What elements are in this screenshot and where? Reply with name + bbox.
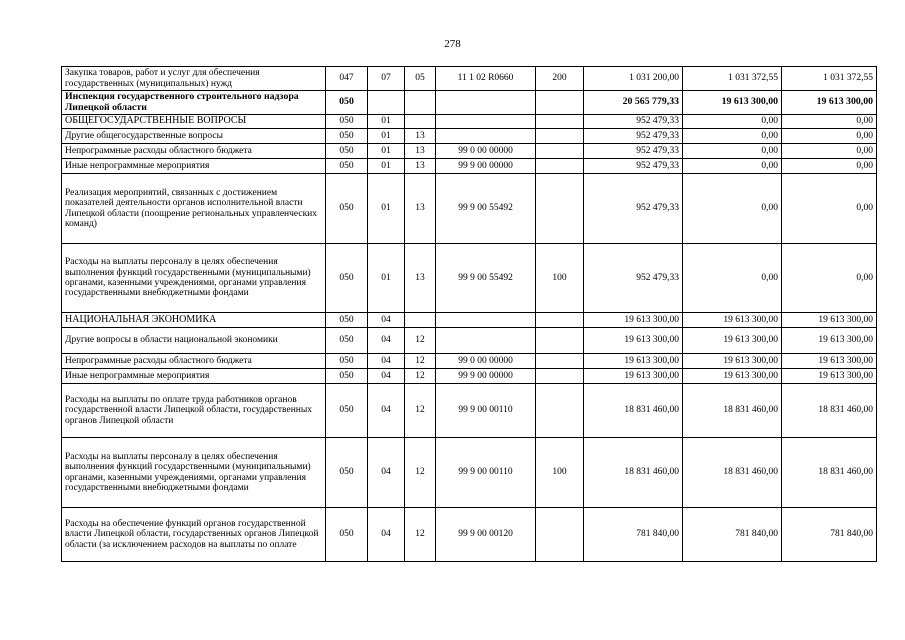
budget-table-body (62, 67, 877, 562)
amount-year1-cell: 1 031 200,00 (584, 67, 683, 91)
section-code-cell: 04 (368, 508, 405, 562)
section-code-cell: 04 (368, 384, 405, 438)
amount-year2-cell: 0,00 (683, 129, 782, 144)
amount-year2-cell: 19 613 300,00 (683, 313, 782, 328)
amount-year1-cell: 19 613 300,00 (584, 328, 683, 354)
expense-name-cell: Другие вопросы в области национальной экономики (62, 328, 326, 354)
table-row (62, 384, 877, 438)
table-row (62, 244, 877, 313)
amount-year3-cell: 0,00 (782, 115, 877, 129)
expense-name-cell: Непрограммные расходы областного бюджета (62, 354, 326, 369)
target-item-code-cell: 99 9 00 55492 (436, 244, 536, 313)
expense-name-cell: Расходы на обеспечение функций органов государственной власти Липецкой области, государственных органов Липецкой области (за исключением расходов на выплаты по оплате (62, 508, 326, 562)
table-row (62, 508, 877, 562)
table-row (62, 91, 877, 115)
amount-year3-cell: 0,00 (782, 174, 877, 244)
expense-type-code-cell (536, 508, 584, 562)
expense-type-code-cell (536, 369, 584, 384)
subsection-code-cell: 13 (405, 174, 436, 244)
subsection-code-cell: 13 (405, 144, 436, 159)
target-item-code-cell: 99 9 00 00000 (436, 369, 536, 384)
table-row (62, 174, 877, 244)
department-code-cell: 050 (326, 328, 368, 354)
department-code-cell: 050 (326, 369, 368, 384)
department-code-cell: 050 (326, 159, 368, 174)
expense-name-cell: ОБЩЕГОСУДАРСТВЕННЫЕ ВОПРОСЫ (62, 115, 326, 129)
target-item-code-cell: 99 9 00 00110 (436, 438, 536, 508)
amount-year3-cell: 19 613 300,00 (782, 328, 877, 354)
subsection-code-cell: 12 (405, 508, 436, 562)
expense-type-code-cell (536, 91, 584, 115)
amount-year3-cell: 19 613 300,00 (782, 313, 877, 328)
amount-year2-cell: 781 840,00 (683, 508, 782, 562)
expense-name-cell: Иные непрограммные мероприятия (62, 159, 326, 174)
target-item-code-cell (436, 91, 536, 115)
amount-year1-cell: 781 840,00 (584, 508, 683, 562)
department-code-cell: 050 (326, 174, 368, 244)
expense-name-cell: Непрограммные расходы областного бюджета (62, 144, 326, 159)
amount-year1-cell: 18 831 460,00 (584, 438, 683, 508)
expense-name-cell: Закупка товаров, работ и услуг для обеспечения государственных (муниципальных) нужд (62, 67, 326, 91)
table-row (62, 144, 877, 159)
amount-year3-cell: 1 031 372,55 (782, 67, 877, 91)
section-code-cell (368, 91, 405, 115)
table-row (62, 354, 877, 369)
department-code-cell: 050 (326, 384, 368, 438)
amount-year3-cell: 0,00 (782, 244, 877, 313)
expense-name-cell: Расходы на выплаты по оплате труда работников органов государственной власти Липецкой области, государственных органов Липецкой области (62, 384, 326, 438)
expense-name-cell: Расходы на выплаты персоналу в целях обеспечения выполнения функций государственными (муниципальными) органами, казенными учреждениями, органами управления государственными внебюджетными фондами (62, 244, 326, 313)
target-item-code-cell (436, 115, 536, 129)
section-code-cell: 01 (368, 129, 405, 144)
amount-year3-cell: 19 613 300,00 (782, 354, 877, 369)
expense-name-cell: НАЦИОНАЛЬНАЯ ЭКОНОМИКА (62, 313, 326, 328)
amount-year1-cell: 952 479,33 (584, 244, 683, 313)
target-item-code-cell: 11 1 02 R0660 (436, 67, 536, 91)
section-code-cell: 01 (368, 244, 405, 313)
table-row (62, 159, 877, 174)
amount-year2-cell: 18 831 460,00 (683, 384, 782, 438)
amount-year2-cell: 19 613 300,00 (683, 328, 782, 354)
department-code-cell: 050 (326, 144, 368, 159)
subsection-code-cell: 05 (405, 67, 436, 91)
section-code-cell: 01 (368, 174, 405, 244)
department-code-cell: 050 (326, 244, 368, 313)
target-item-code-cell: 99 0 00 00000 (436, 144, 536, 159)
department-code-cell: 047 (326, 67, 368, 91)
subsection-code-cell: 12 (405, 384, 436, 438)
table-row (62, 129, 877, 144)
amount-year1-cell: 19 613 300,00 (584, 313, 683, 328)
target-item-code-cell (436, 129, 536, 144)
department-code-cell: 050 (326, 313, 368, 328)
amount-year1-cell: 952 479,33 (584, 159, 683, 174)
expense-type-code-cell (536, 115, 584, 129)
amount-year2-cell: 0,00 (683, 159, 782, 174)
target-item-code-cell: 99 9 00 00000 (436, 159, 536, 174)
amount-year1-cell: 952 479,33 (584, 129, 683, 144)
amount-year2-cell: 1 031 372,55 (683, 67, 782, 91)
expense-type-code-cell: 200 (536, 67, 584, 91)
section-code-cell: 07 (368, 67, 405, 91)
target-item-code-cell (436, 328, 536, 354)
page-number: 278 (444, 38, 461, 50)
expense-type-code-cell: 100 (536, 438, 584, 508)
expense-type-code-cell (536, 159, 584, 174)
amount-year3-cell: 18 831 460,00 (782, 384, 877, 438)
section-code-cell: 04 (368, 354, 405, 369)
amount-year1-cell: 18 831 460,00 (584, 384, 683, 438)
section-code-cell: 04 (368, 313, 405, 328)
amount-year2-cell: 19 613 300,00 (683, 354, 782, 369)
target-item-code-cell (436, 313, 536, 328)
subsection-code-cell: 13 (405, 159, 436, 174)
expense-name-cell: Другие общегосударственные вопросы (62, 129, 326, 144)
expense-type-code-cell: 100 (536, 244, 584, 313)
amount-year1-cell: 952 479,33 (584, 144, 683, 159)
section-code-cell: 04 (368, 328, 405, 354)
section-code-cell: 01 (368, 144, 405, 159)
subsection-code-cell: 13 (405, 129, 436, 144)
amount-year2-cell: 18 831 460,00 (683, 438, 782, 508)
amount-year2-cell: 0,00 (683, 174, 782, 244)
expense-type-code-cell (536, 174, 584, 244)
amount-year1-cell: 19 613 300,00 (584, 354, 683, 369)
subsection-code-cell: 12 (405, 369, 436, 384)
amount-year2-cell: 0,00 (683, 244, 782, 313)
amount-year3-cell: 0,00 (782, 159, 877, 174)
subsection-code-cell: 12 (405, 328, 436, 354)
amount-year2-cell: 19 613 300,00 (683, 91, 782, 115)
amount-year1-cell: 20 565 779,33 (584, 91, 683, 115)
section-code-cell: 04 (368, 438, 405, 508)
department-code-cell: 050 (326, 438, 368, 508)
amount-year3-cell: 0,00 (782, 144, 877, 159)
amount-year3-cell: 18 831 460,00 (782, 438, 877, 508)
amount-year3-cell: 0,00 (782, 129, 877, 144)
amount-year3-cell: 781 840,00 (782, 508, 877, 562)
expense-name-cell: Реализация мероприятий, связанных с достижением показателей деятельности органов исполнительной власти Липецкой области (поощрение региональных управленческих команд) (62, 174, 326, 244)
amount-year3-cell: 19 613 300,00 (782, 91, 877, 115)
expense-type-code-cell (536, 313, 584, 328)
subsection-code-cell: 12 (405, 438, 436, 508)
expense-type-code-cell (536, 129, 584, 144)
section-code-cell: 04 (368, 369, 405, 384)
subsection-code-cell: 12 (405, 354, 436, 369)
target-item-code-cell: 99 9 00 00110 (436, 384, 536, 438)
budget-table (61, 66, 877, 562)
expense-type-code-cell (536, 354, 584, 369)
expense-type-code-cell (536, 144, 584, 159)
subsection-code-cell (405, 115, 436, 129)
amount-year1-cell: 952 479,33 (584, 174, 683, 244)
target-item-code-cell: 99 0 00 00000 (436, 354, 536, 369)
expense-name-cell: Иные непрограммные мероприятия (62, 369, 326, 384)
target-item-code-cell: 99 9 00 55492 (436, 174, 536, 244)
amount-year2-cell: 0,00 (683, 144, 782, 159)
amount-year1-cell: 19 613 300,00 (584, 369, 683, 384)
amount-year1-cell: 952 479,33 (584, 115, 683, 129)
table-row (62, 313, 877, 328)
expense-name-cell: Расходы на выплаты персоналу в целях обеспечения выполнения функций государственными (муниципальными) органами, казенными учреждениями, органами управления государственными внебюджетными фондами (62, 438, 326, 508)
amount-year2-cell: 19 613 300,00 (683, 369, 782, 384)
subsection-code-cell: 13 (405, 244, 436, 313)
department-code-cell: 050 (326, 91, 368, 115)
table-row (62, 369, 877, 384)
department-code-cell: 050 (326, 508, 368, 562)
expense-name-cell: Инспекция государственного строительного надзора Липецкой области (62, 91, 326, 115)
expense-type-code-cell (536, 384, 584, 438)
amount-year2-cell: 0,00 (683, 115, 782, 129)
table-row (62, 67, 877, 91)
expense-type-code-cell (536, 328, 584, 354)
target-item-code-cell: 99 9 00 00120 (436, 508, 536, 562)
section-code-cell: 01 (368, 159, 405, 174)
department-code-cell: 050 (326, 129, 368, 144)
table-row (62, 115, 877, 129)
subsection-code-cell (405, 313, 436, 328)
department-code-cell: 050 (326, 354, 368, 369)
department-code-cell: 050 (326, 115, 368, 129)
table-row (62, 328, 877, 354)
table-row (62, 438, 877, 508)
section-code-cell: 01 (368, 115, 405, 129)
amount-year3-cell: 19 613 300,00 (782, 369, 877, 384)
subsection-code-cell (405, 91, 436, 115)
